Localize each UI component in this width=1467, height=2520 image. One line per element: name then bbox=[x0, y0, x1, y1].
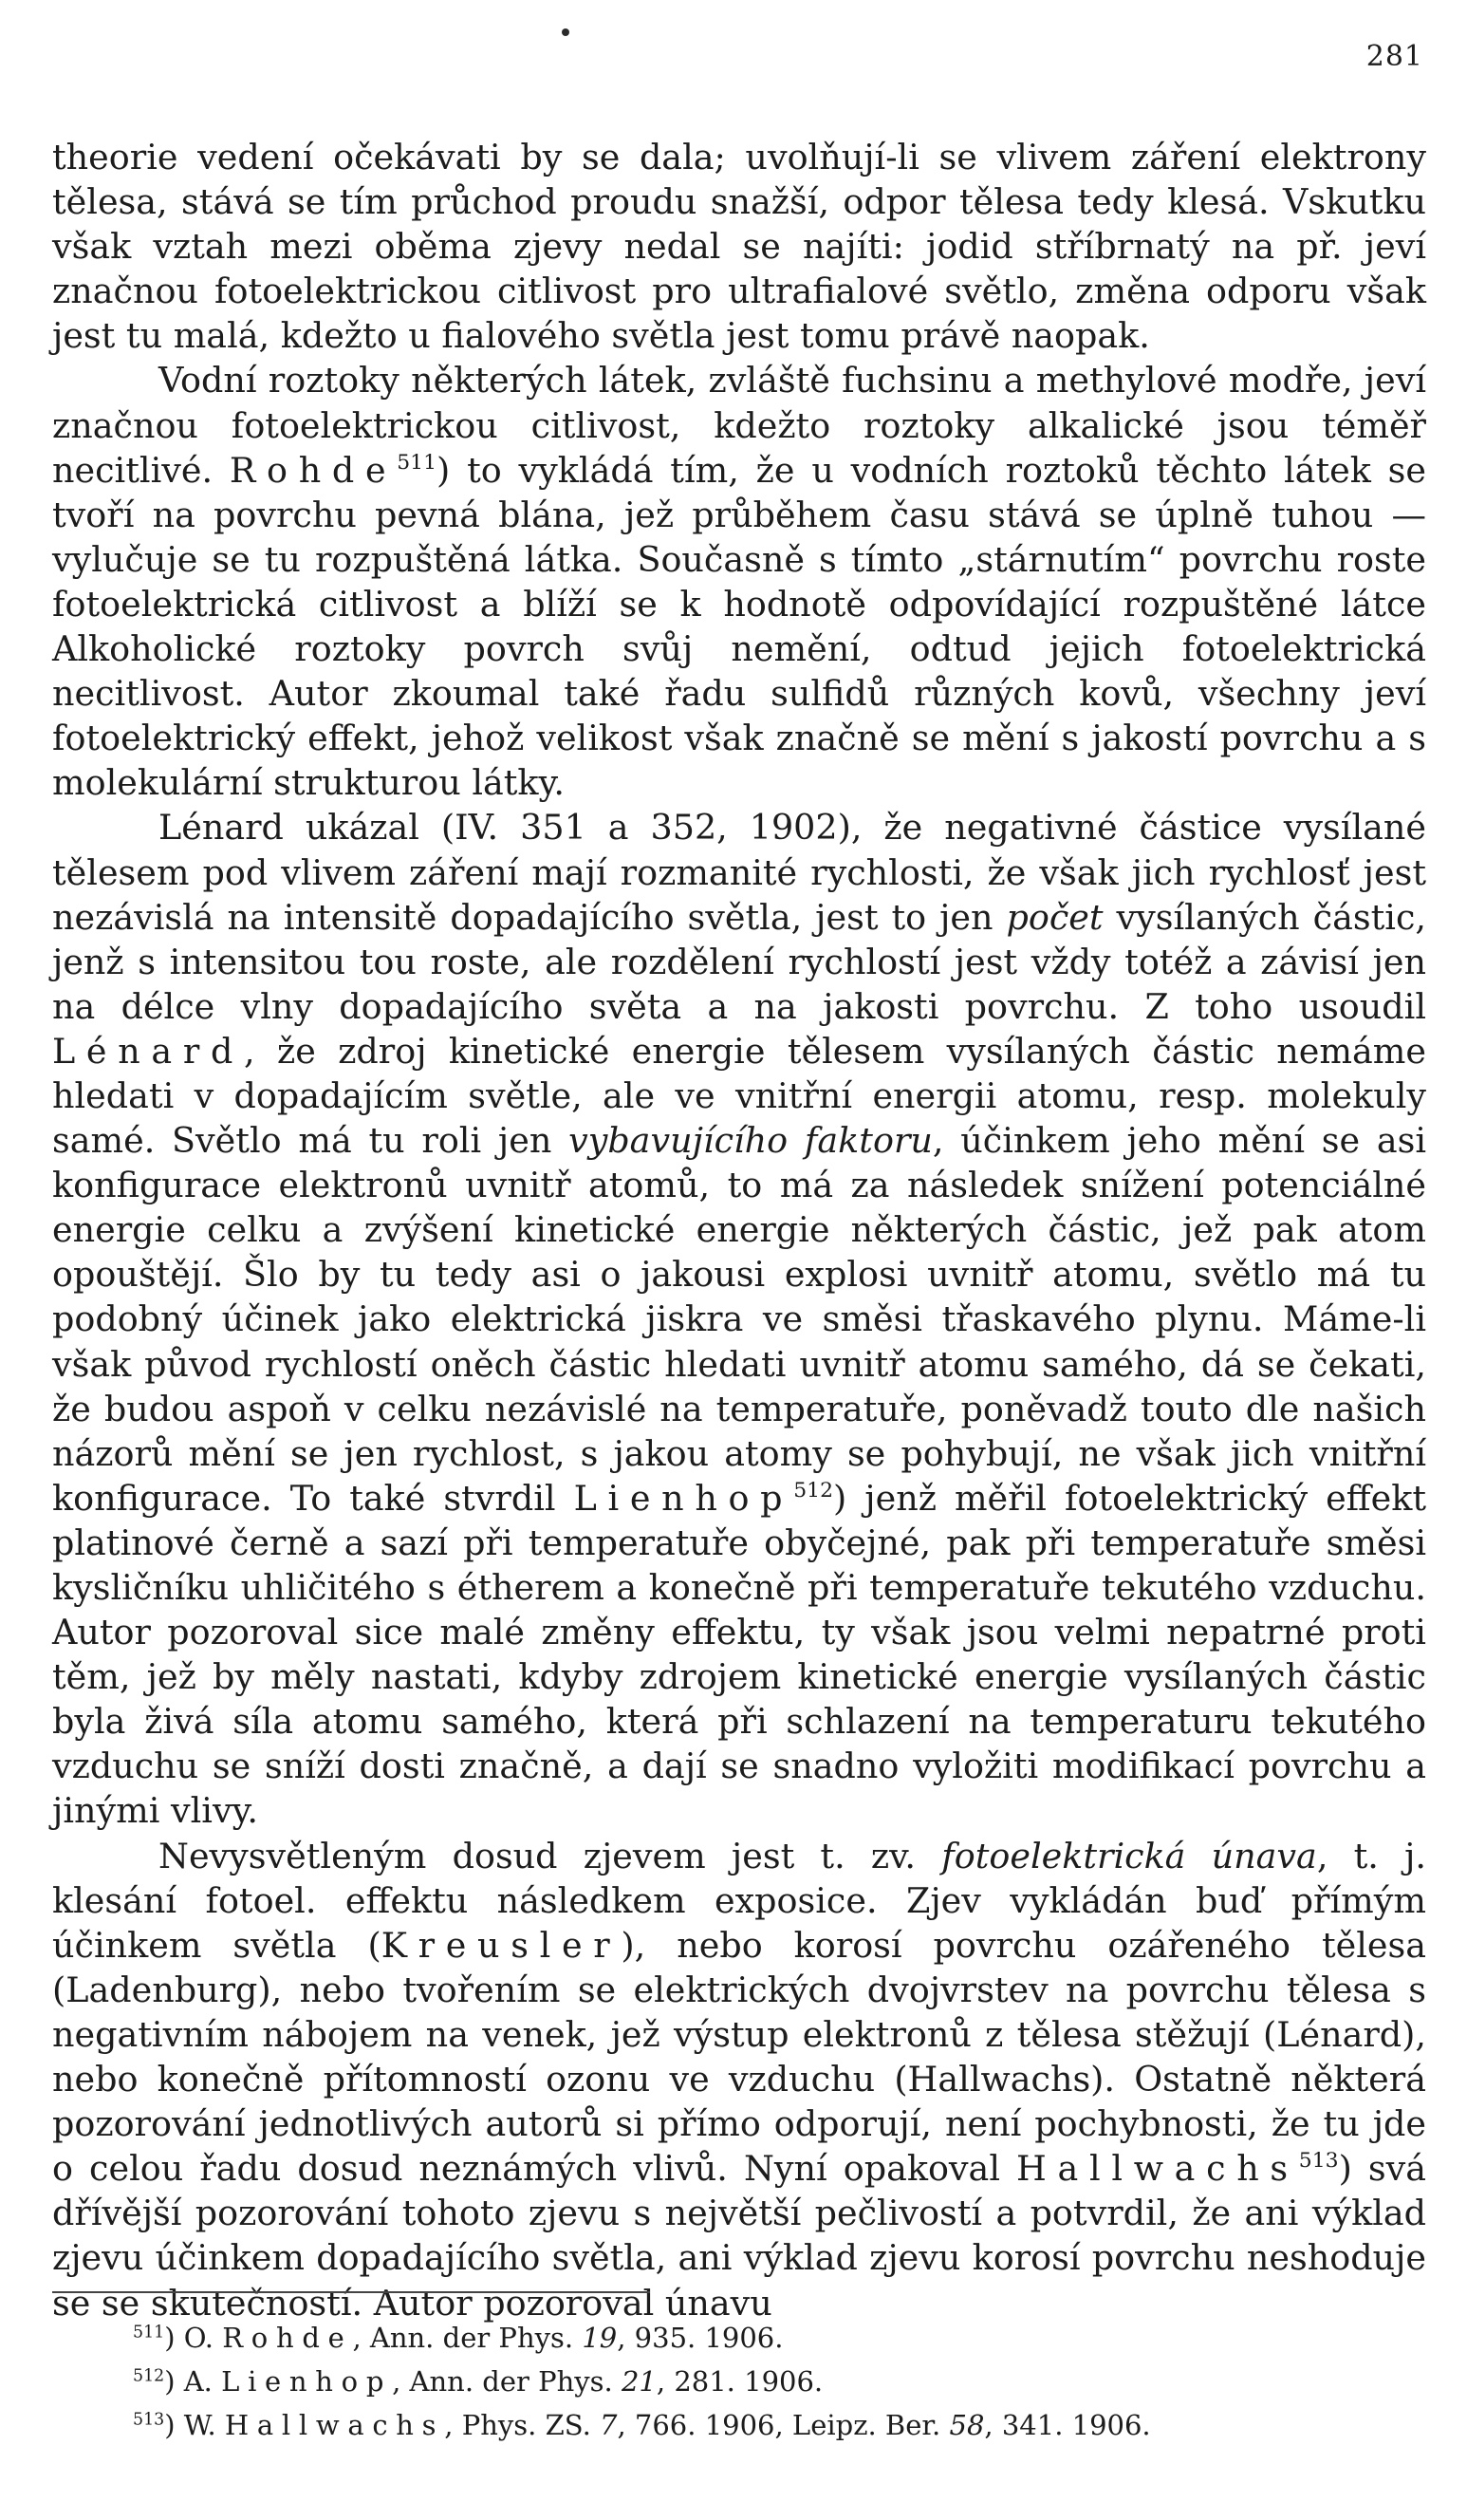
footnote-513 bbox=[133, 2403, 1442, 2447]
paragraph-2-text-b: ) to vykládá tím, že u vodních roztoků těchto látek se tvoří na povrchu pevná blána, jež průběhem času stává se úplně tuhou — vylučuje se tu rozpuštěná látka. Současně s tímto „stárnutím“ povrchu roste fotoelektrická citlivost a blíží se k hodnotě odpovídající rozpuštěné látce Alkoholické roztoky povrch svůj nemění, odtud jejich fotoelektrická necitlivost. Autor zkoumal také řadu sulfidů různých kovů, všechny jeví fotoelektrický effekt, jehož velikost však značně se mění s jakostí povrchu a s molekulární strukturou látky. bbox=[52, 449, 1426, 804]
paragraph-3 bbox=[52, 805, 1426, 1833]
footnote-number: 512 bbox=[133, 2366, 165, 2386]
paragraph-4-text-d: ) svá dřívější pozorování tohoto zjevu s největší pečlivostí a potvrdil, že ani výklad zjevu účinkem dopadajícího světla, ani výklad zjevu korosí povrchu neshoduje se se skutečností. Autor pozoroval únavu bbox=[52, 2148, 1426, 2324]
body-text bbox=[52, 135, 1426, 2325]
paragraph-4-text-c: ), nebo korosí povrchu ozářeného tělesa (Ladenburg), nebo tvořením se elektrických dvojvrstev na povrchu tělesa s negativním nábojem na venek, jež výstup elektronů z tělesa stěžují (Lénard), nebo konečně přítomností ozonu ve vzduchu (Hallwachs). Ostatně některá pozorování jednotlivých autorů si přímo odporují, není pochybnosti, že tu jde o celou řadu dosud neznámých vlivů. Nyní opakoval bbox=[52, 1924, 1426, 2190]
footnote-journal: , Phys. ZS. bbox=[444, 2409, 591, 2441]
footnote-pages: , 281. 1906. bbox=[656, 2365, 824, 2398]
footnote-volume: 19 bbox=[582, 2322, 618, 2354]
footnote-journal: , Ann. der Phys. bbox=[392, 2365, 613, 2398]
footnote-number: 511 bbox=[133, 2323, 165, 2343]
footnote-prefix: ) O. bbox=[164, 2322, 214, 2354]
footnote-journal: , Ann. der Phys. bbox=[352, 2322, 574, 2354]
footnote-volume: 21 bbox=[621, 2365, 657, 2398]
author-name-kreusler: Kreusler bbox=[381, 1924, 622, 1966]
footnote-ref-511: 511 bbox=[397, 450, 437, 475]
footnote-prefix: ) W. bbox=[164, 2409, 216, 2441]
author-name-lenard: Lénard bbox=[52, 1030, 245, 1072]
paragraph-3-text-b: vysílaných částic, jenž s intensitou tou roste, ale rozdělení rychlostí jest vždy totéž a závisí jen na délce vlny dopadajícího světa a na jakosti povrchu. Z toho usoudil bbox=[52, 896, 1426, 1027]
paragraph-4-text-a: Nevysvětleným dosud zjevem jest t. zv. bbox=[158, 1835, 917, 1876]
footnote-prefix: ) A. bbox=[164, 2365, 213, 2398]
footnotes bbox=[133, 2316, 1442, 2447]
footnote-511 bbox=[133, 2316, 1442, 2360]
paragraph-2-text-a: Vodní roztoky některých látek, zvláště fuchsinu a methylové modře, jeví značnou fotoelektrickou citlivost, kdežto roztoky alkalické jsou téměř necitlivé. bbox=[52, 360, 1426, 491]
paragraph-1-text: theorie vedení očekávati by se dala; uvolňují-li se vlivem záření elektrony tělesa, stává se tím průchod proudu snažší, odpor tělesa tedy klesá. Vskutku však vztah mezi oběma zjevy nedal se najíti: jodid stříbrnatý na př. jeví značnou fotoelektrickou citlivost pro ultrafialové světlo, změna odporu však jest tu malá, kdežto u fialového světla jest tomu právě naopak. bbox=[52, 137, 1426, 357]
paragraph-2 bbox=[52, 358, 1426, 805]
footnote-ref-513: 513 bbox=[1298, 2148, 1339, 2173]
footnote-author: Lienhop bbox=[221, 2365, 393, 2398]
paragraph-3-text-d: , účinkem jeho mění se asi konfigurace elektronů uvnitř atomů, to má za následek snížení potenciálné energie celku a zvýšení kinetické energie některých částic, jež pak atom opouštějí. Šlo by tu tedy asi o jakousi explosi uvnitř atomu, světlo má tu podobný účinek jako elektrická jiskra ve směsi třaskavého plynu. Máme-li však původ rychlostí oněch částic hledati uvnitř atomu samého, dá se čekati, že budou aspoň v celku nezávislé na temperatuře, poněvadž touto dle našich názorů mění se jen rychlost, s jakou atomy se pohybují, ne však jich vnitřní konfigurace. To také stvrdil bbox=[52, 1120, 1426, 1519]
footnote-author: Hallwachs bbox=[224, 2409, 445, 2441]
footnote-ref-512: 512 bbox=[793, 1478, 834, 1503]
author-name-rohde: Rohde bbox=[229, 449, 398, 491]
paragraph-3-text-a: Lénard ukázal (IV. 351 a 352, 1902), že negativné částice vysílané tělesem pod vlivem záření mají rozmanité rychlosti, že však jich rychlosť jest nezávislá na intensitě dopadajícího světla, jest to jen bbox=[52, 807, 1426, 938]
footnote-pages: , 935. 1906. bbox=[617, 2322, 784, 2354]
footnote-volume-2: 58 bbox=[949, 2409, 985, 2441]
italic-term-unava: fotoelektrická únava bbox=[941, 1835, 1317, 1876]
author-name-hallwachs: Hallwachs bbox=[1016, 2148, 1299, 2190]
footnote-pages: , 766. 1906, Leipz. Ber. bbox=[617, 2409, 941, 2441]
footnote-pages-2: , 341. 1906. bbox=[984, 2409, 1151, 2441]
footnote-number: 513 bbox=[133, 2410, 165, 2430]
italic-term-pocet: počet bbox=[1006, 896, 1104, 938]
italic-term-faktor: vybavujícího faktoru bbox=[568, 1120, 933, 1162]
footnote-volume: 7 bbox=[600, 2409, 618, 2441]
paragraph-1 bbox=[52, 135, 1426, 358]
paragraph-4 bbox=[52, 1834, 1426, 2325]
ink-dot bbox=[562, 28, 569, 36]
footnote-512 bbox=[133, 2360, 1442, 2403]
page-number: 281 bbox=[1365, 40, 1423, 73]
paragraph-4-text-b: , t. j. klesání fotoel. effektu následkem exposice. Zjev vykládán buď přímým účinkem světla ( bbox=[52, 1835, 1426, 1966]
footnote-divider bbox=[52, 2291, 650, 2293]
author-name-lienhop: Lienhop bbox=[573, 1477, 794, 1519]
footnote-author: Rohde bbox=[222, 2322, 353, 2354]
paragraph-3-text-e: ) jenž měřil fotoelektrický effekt platinové černě a sazí při temperatuře obyčejné, pak při temperatuře směsi kysličníku uhličitého s étherem a konečně při temperatuře tekutého vzduchu. Autor pozoroval sice malé změny effektu, ty však jsou velmi nepatrné proti těm, jež by měly nastati, kdyby zdrojem kinetické energie vysílaných částic byla živá síla atomu samého, která při schlazení na temperaturu tekutého vzduchu se sníží dosti značně, a dají se snadno vyložiti modifikací povrchu a jinými vlivy. bbox=[52, 1477, 1426, 1832]
paragraph-3-text-c: , že zdroj kinetické energie tělesem vysílaných částic nemáme hledati v dopadajícím světle, ale ve vnitřní energii atomu, resp. molekuly samé. Světlo má tu roli jen bbox=[52, 1030, 1426, 1162]
